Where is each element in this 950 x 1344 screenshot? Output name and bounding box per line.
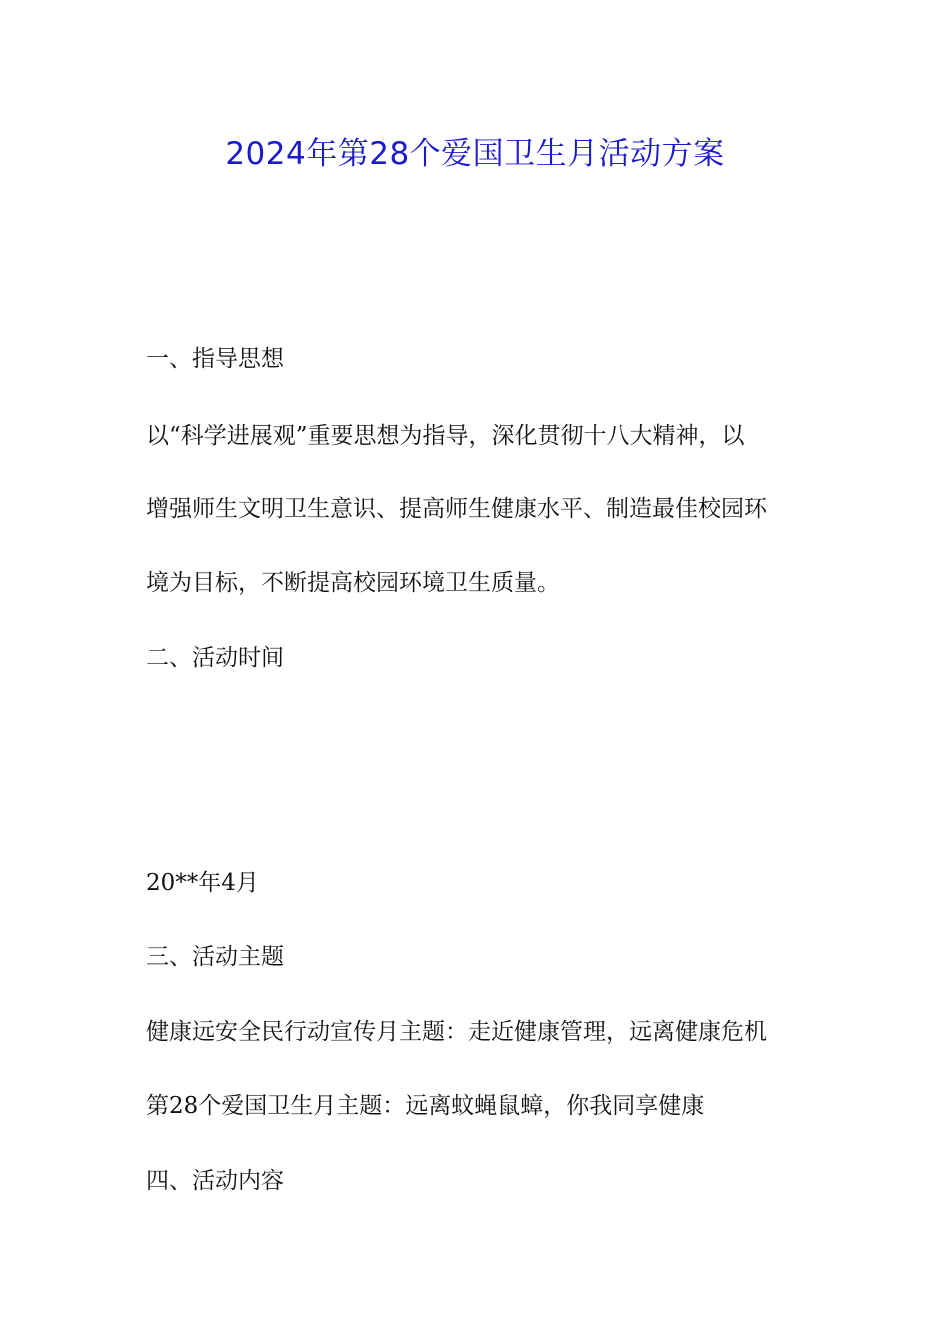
paragraph-line: 健康远安全民行动宣传月主题：走近健康管理，远离健康危机 <box>146 1019 767 1045</box>
section-heading-activity-content: 四、活动内容 <box>146 1168 284 1194</box>
section-heading-activity-time: 二、活动时间 <box>146 645 284 671</box>
document-title: 2024年第28个爱国卫生月活动方案 <box>225 136 725 172</box>
section-heading-activity-theme: 三、活动主题 <box>146 944 284 970</box>
activity-date: 20**年4月 <box>146 870 259 896</box>
paragraph-line: 增强师生文明卫生意识、提高师生健康水平、制造最佳校园环 <box>146 496 767 522</box>
section-heading-guiding-ideology: 一、指导思想 <box>146 346 284 372</box>
paragraph-line: 境为目标，不断提高校园环境卫生质量。 <box>146 570 560 596</box>
paragraph-line: 以“科学进展观”重要思想为指导，深化贯彻十八大精神，以 <box>146 423 745 449</box>
paragraph-line: 第28个爱国卫生月主题：远离蚊蝇鼠蟑，你我同享健康 <box>146 1093 705 1119</box>
